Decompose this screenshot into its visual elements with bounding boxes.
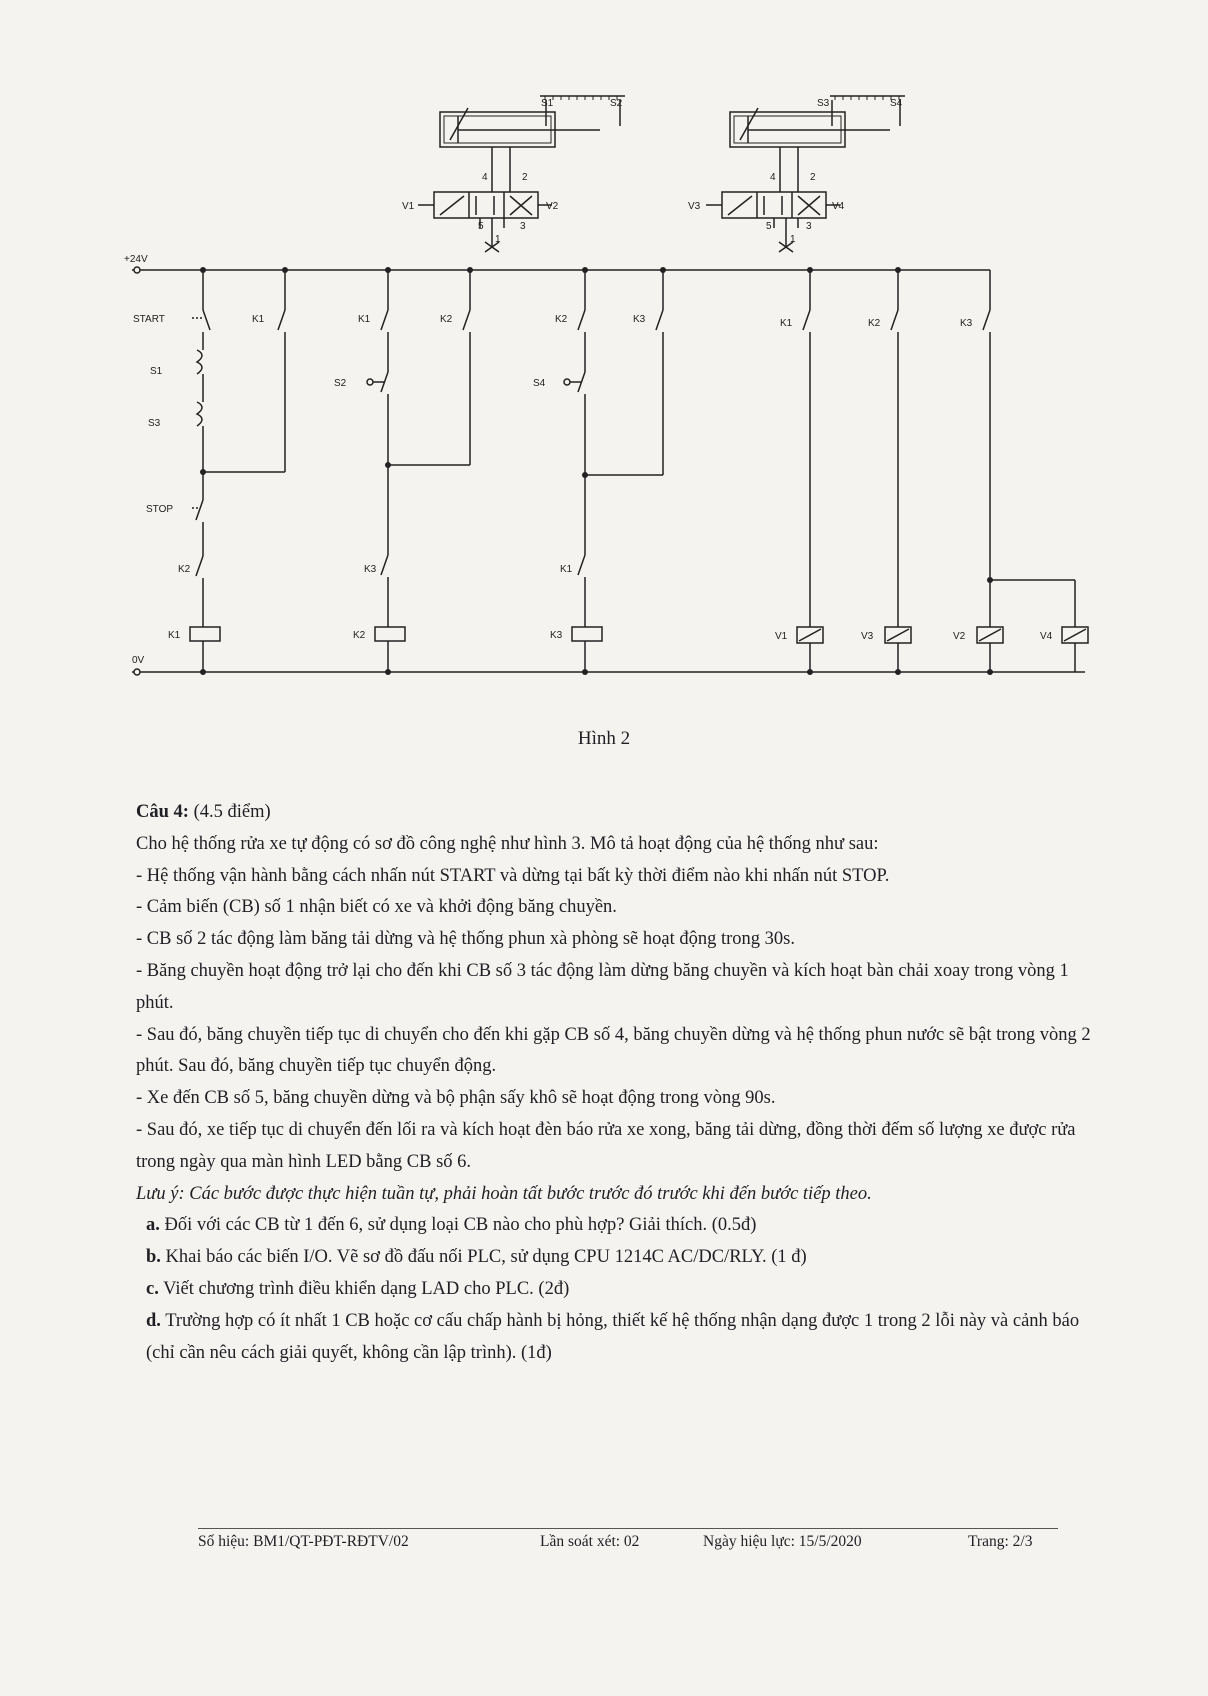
- label-s4-contact: S4: [533, 378, 546, 389]
- label-k2-nc-1: K2: [178, 564, 191, 575]
- label-k2-v: K2: [868, 318, 881, 329]
- subquestion-a: [136, 1210, 1096, 1242]
- subquestion-text: Trường hợp có ít nhất 1 CB hoặc cơ cấu chấp hành bị hỏng, thiết kế hệ thống nhận dạng được 1 trong 2 lỗi này và cảnh báo (chỉ cần nêu cách giải quyết, không cần lập trình). (1đ): [146, 1310, 1080, 1363]
- subquestion-label: a.: [146, 1215, 160, 1236]
- label-stop: STOP: [146, 504, 174, 515]
- label-s1: S1: [541, 98, 554, 109]
- label-start: START: [133, 314, 165, 325]
- label-s3-contact: S3: [148, 418, 161, 429]
- subquestion-text: Khai báo các biến I/O. Vẽ sơ đồ đấu nối PLC, sử dụng CPU 1214C AC/DC/RLY. (1 đ): [160, 1247, 807, 1268]
- subquestion-c: [136, 1274, 1096, 1306]
- footer-revision: Lần soát xét: 02: [540, 1533, 640, 1550]
- label-port2-a: 2: [522, 172, 528, 183]
- label-v2-valve: V2: [546, 201, 559, 212]
- page-footer: [198, 1528, 1058, 1550]
- subquestion-label: c.: [146, 1278, 159, 1299]
- question-item: - CB số 2 tác động làm băng tải dừng và hệ thống phun xà phòng sẽ hoạt động trong 30s.: [136, 929, 795, 950]
- label-s4: S4: [890, 98, 903, 109]
- question-item: - Xe đến CB số 5, băng chuyền dừng và bộ phận sấy khô sẽ hoạt động trong vòng 90s.: [136, 1088, 776, 1109]
- label-port5-a: 5: [478, 221, 484, 232]
- question-note: Lưu ý: Các bước được thực hiện tuần tự, phải hoàn tất bước trước đó trước khi đến bước tiếp theo.: [136, 1183, 872, 1204]
- label-port5-b: 5: [766, 221, 772, 232]
- rung-k3: [564, 270, 663, 672]
- label-k3-hold: K3: [633, 314, 646, 325]
- label-s2-contact: S2: [334, 378, 347, 389]
- label-v3-valve: V3: [688, 201, 701, 212]
- label-v1-coil: V1: [775, 631, 788, 642]
- footer-effective-date: Ngày hiệu lực: 15/5/2020: [703, 1533, 862, 1550]
- cylinder-1-icon: [440, 96, 625, 192]
- label-port3-b: 3: [806, 221, 812, 232]
- label-k2-rung3: K2: [555, 314, 568, 325]
- label-s1-contact: S1: [150, 366, 163, 377]
- label-v2-coil: V2: [953, 631, 966, 642]
- question-intro: Cho hệ thống rửa xe tự động có sơ đồ công nghệ như hình 3. Mô tả hoạt động của hệ thống như sau:: [136, 833, 879, 854]
- label-k3-v: K3: [960, 318, 973, 329]
- label-k1-nc-3: K1: [560, 564, 573, 575]
- subquestion-b: [136, 1242, 1096, 1274]
- label-port4-a: 4: [482, 172, 488, 183]
- question-title: [136, 797, 1096, 829]
- label-k2-coil: K2: [353, 630, 366, 641]
- label-v1-valve: V1: [402, 201, 415, 212]
- relay-ladder-diagram: [0, 0, 1208, 720]
- question-item: - Sau đó, băng chuyền tiếp tục di chuyển cho đến khi gặp CB số 4, băng chuyền dừng và hệ thống phun nước sẽ bật trong vòng 2 phút. Sau đó, băng chuyền tiếp tục chuyển động.: [136, 1024, 1091, 1077]
- subquestion-d: [136, 1306, 1096, 1370]
- label-v4-valve: V4: [832, 201, 845, 212]
- label-port4-b: 4: [770, 172, 776, 183]
- question-points: (4.5 điểm): [188, 802, 271, 822]
- label-k3-nc-2: K3: [364, 564, 377, 575]
- label-port2-b: 2: [810, 172, 816, 183]
- subquestion-label: b.: [146, 1247, 161, 1268]
- label-supply: +24V: [124, 254, 148, 265]
- subquestion-text: Viết chương trình điều khiển dạng LAD cho PLC. (2đ): [158, 1278, 570, 1299]
- label-k3-coil: K3: [550, 630, 563, 641]
- subquestion-label: d.: [146, 1310, 161, 1331]
- label-port1-b: 1: [790, 234, 796, 245]
- label-k2-hold: K2: [440, 314, 453, 325]
- footer-page: Trang: 2/3: [968, 1533, 1033, 1550]
- valve-1-icon: [418, 192, 552, 252]
- label-v4-coil: V4: [1040, 631, 1053, 642]
- label-k1-coil: K1: [168, 630, 181, 641]
- cylinder-2-icon: [730, 96, 905, 192]
- footer-doc-code: Số hiệu: BM1/QT-PĐT-RĐTV/02: [198, 1533, 409, 1550]
- figure-caption: Hình 2: [577, 728, 631, 749]
- question-number: Câu 4:: [136, 802, 189, 822]
- label-k1-rung2: K1: [358, 314, 371, 325]
- question-block: [136, 797, 1096, 1369]
- label-s2: S2: [610, 98, 623, 109]
- question-item: - Cảm biến (CB) số 1 nhận biết có xe và khởi động băng chuyền.: [136, 897, 617, 918]
- subquestion-text: Đối với các CB từ 1 đến 6, sử dụng loại CB nào cho phù hợp? Giải thích. (0.5đ): [159, 1215, 757, 1236]
- label-k1-v: K1: [780, 318, 793, 329]
- question-item: - Sau đó, xe tiếp tục di chuyển đến lối ra và kích hoạt đèn báo rửa xe xong, băng tải dừng, đồng thời đếm số lượng xe được rửa trong ngày qua màn hình LED bằng CB số 6.: [136, 1119, 1076, 1172]
- valve-2-icon: [706, 192, 840, 252]
- label-port1-a: 1: [495, 234, 501, 245]
- question-item: - Hệ thống vận hành bằng cách nhấn nút START và dừng tại bất kỳ thời điểm nào khi nhấn nút STOP.: [136, 865, 890, 886]
- rung-solenoids: [797, 270, 1088, 672]
- label-ground: 0V: [132, 655, 145, 666]
- label-port3-a: 3: [520, 221, 526, 232]
- question-item: - Băng chuyền hoạt động trở lại cho đến khi CB số 3 tác động làm dừng băng chuyền và kích hoạt bàn chải xoay trong vòng 1 phút.: [136, 960, 1069, 1013]
- label-v3-coil: V3: [861, 631, 874, 642]
- label-s3: S3: [817, 98, 830, 109]
- rung-k2: [367, 270, 470, 672]
- label-k1-hold: K1: [252, 314, 265, 325]
